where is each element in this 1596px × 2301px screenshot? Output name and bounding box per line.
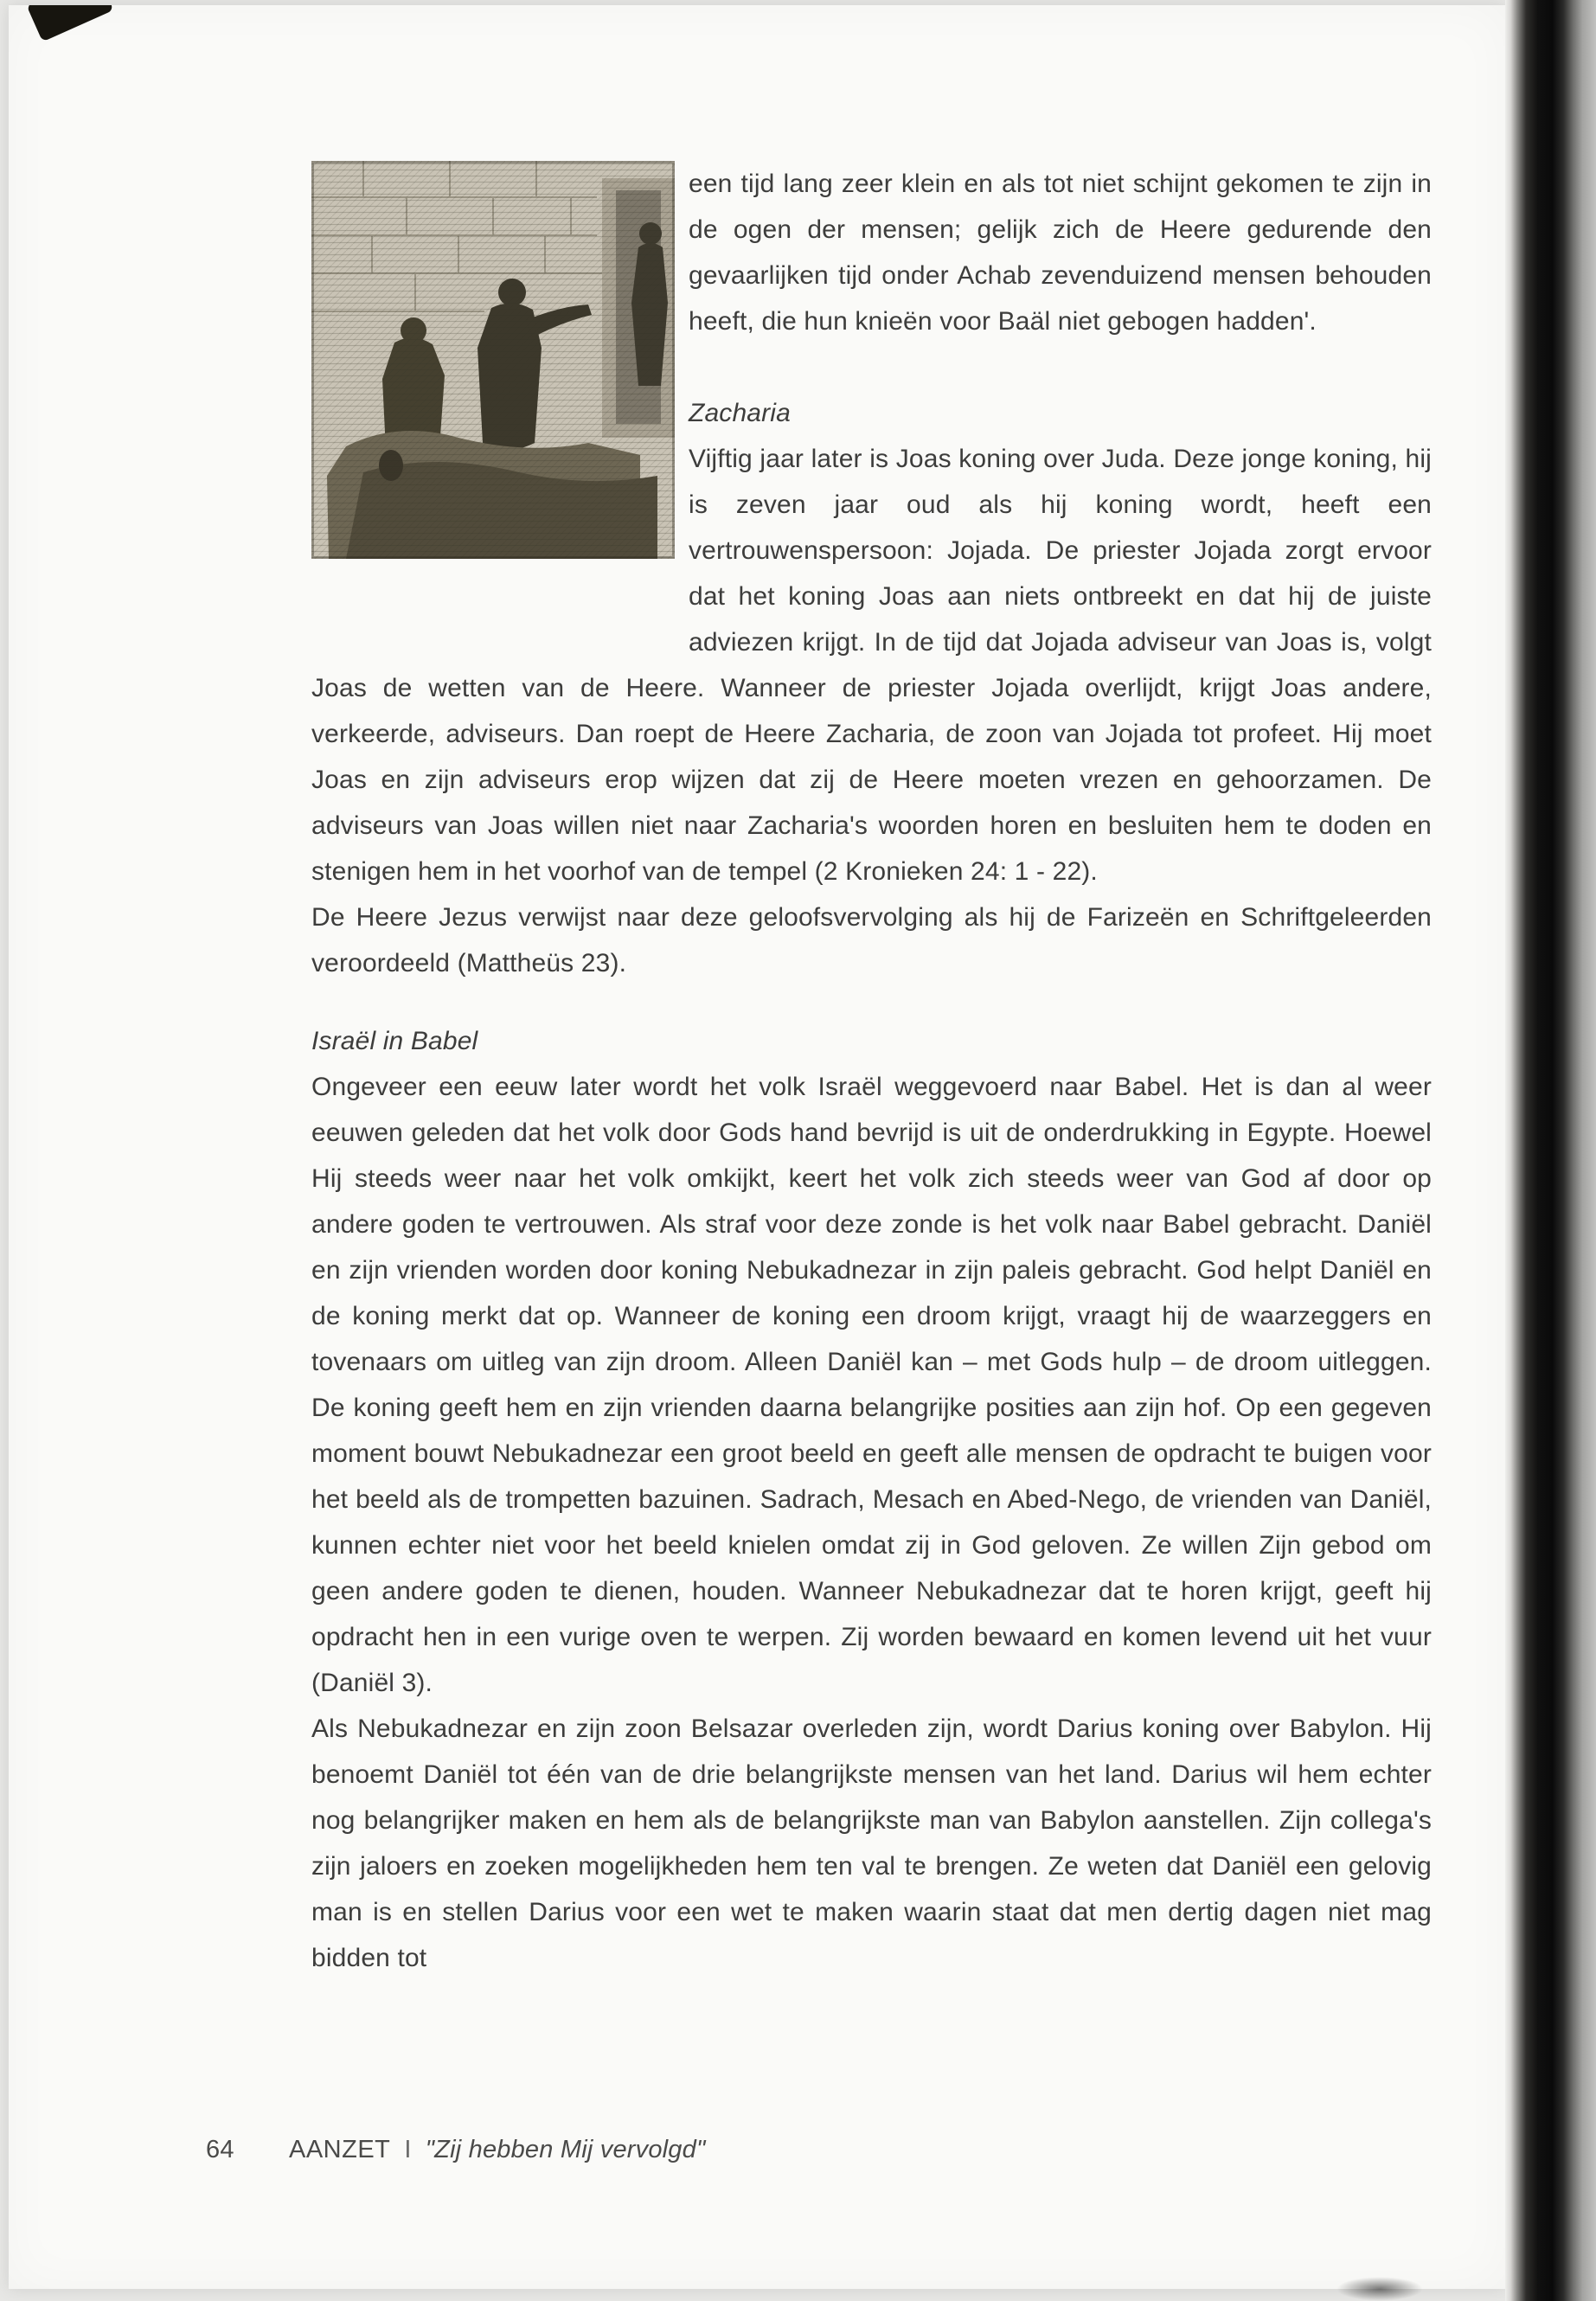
page-content <box>9 5 1505 1981</box>
book-spine-edge <box>1505 0 1596 2301</box>
paragraph-intro-continuation: een tijd lang zeer klein en als tot niet schijnt gekomen te zijn in de ogen der mensen; gelijk zich de Heere gedurende den gevaarlijken tijd onder Achab zevenduizend mensen behouden heeft, die hun knieën voor Baäl niet gebogen hadden'. <box>689 170 1432 336</box>
page <box>9 5 1505 2289</box>
section-heading-israel-in-babel: Israël in Babel <box>311 1027 478 1055</box>
page-footer <box>206 2135 705 2164</box>
section-heading-zacharia: Zacharia <box>689 399 791 427</box>
footer-separator: I <box>404 2136 412 2163</box>
engraving-illustration-icon <box>311 161 675 559</box>
paragraph-darius: Als Nebukadnezar en zijn zoon Belsazar overleden zijn, wordt Darius koning over Babylon. Hij benoemt Daniël tot één van de drie belangrijkste mensen van het land. Darius wil hem echter nog belangrijker maken en hem als de belangrijkste man van Babylon aanstellen. Zijn collega's zijn jaloers en zoeken mogelijkheden hem ten val te brengen. Ze weten dat Daniël een gelovig man is en stellen Darius voor een wet te maken waarin staat dat men dertig dagen niet mag bidden tot <box>311 1715 1432 1972</box>
bottom-edge-smudge <box>1336 2277 1423 2301</box>
paragraph-heere-jezus: De Heere Jezus verwijst naar deze geloofsvervolging als hij de Farizeën en Schriftgeleerden veroordeeld (Mattheüs 23). <box>311 903 1432 977</box>
paragraph-babel-daniel: Ongeveer een eeuw later wordt het volk Israël weggevoerd naar Babel. Het is dan al weer eeuwen geleden dat het volk door Gods hand bevrijd is uit de onderdrukking in Egypte. Hoewel Hij steeds weer naar het volk omkijkt, keert het volk zich steeds weer van God af door op andere goden te vertrouwen. Als straf voor deze zonde is het volk naar Babel gebracht. Daniël en zijn vrienden worden door koning Nebukadnezar in zijn paleis gebracht. God helpt Daniël en de koning merkt dat op. Wanneer de koning een droom krijgt, vraagt hij de waarzeggers en tovenaars om uitleg van zijn droom. Alleen Daniël kan – met Gods hulp – de droom uitleggen. De koning geeft hem en zijn vrienden daarna belangrijke posities aan zijn hof. Op een gegeven moment bouwt Nebukadnezar een groot beeld en geeft alle mensen de opdracht te buigen voor het beeld als de trompetten bazuinen. Sadrach, Mesach en Abed-Nego, de vrienden van Daniël, kunnen echter niet voor het beeld knielen omdat zij in God geloven. Ze willen Zijn gebod om geen andere goden te dienen, houden. Wanneer Nebukadnezar dat te horen krijgt, geeft hij opdracht hen in een vurige oven te werpen. Zij worden bewaard en komen levend uit het vuur (Daniël 3). <box>311 1073 1432 1697</box>
page-number: 64 <box>206 2136 234 2163</box>
chapter-quote: "Zij hebben Mij vervolgd" <box>425 2136 706 2163</box>
book-title: AANZET <box>289 2136 391 2163</box>
paragraph-joas-jojada: Vijftig jaar later is Joas koning over Juda. Deze jonge koning, hij is zeven jaar oud als hij koning wordt, heeft een vertrouwenspersoon: Jojada. De priester Jojada zorgt ervoor dat het koning Joas aan niets ontbreekt en dat hij de juiste adviezen krijgt. In de tijd dat Jojada adviseur van Joas is, volgt Joas de wetten van de Heere. Wanneer de priester Jojada overlijdt, krijgt Joas andere, verkeerde, adviseurs. Dan roept de Heere Zacharia, de zoon van Jojada tot profeet. Hij moet Joas en zijn adviseurs erop wijzen dat zij de Heere moeten vrezen en gehoorzamen. De adviseurs van Joas willen niet naar Zacharia's woorden horen en besluiten hem te doden en stenigen hem in het voorhof van de tempel (2 Kronieken 24: 1 - 22). <box>311 445 1432 886</box>
